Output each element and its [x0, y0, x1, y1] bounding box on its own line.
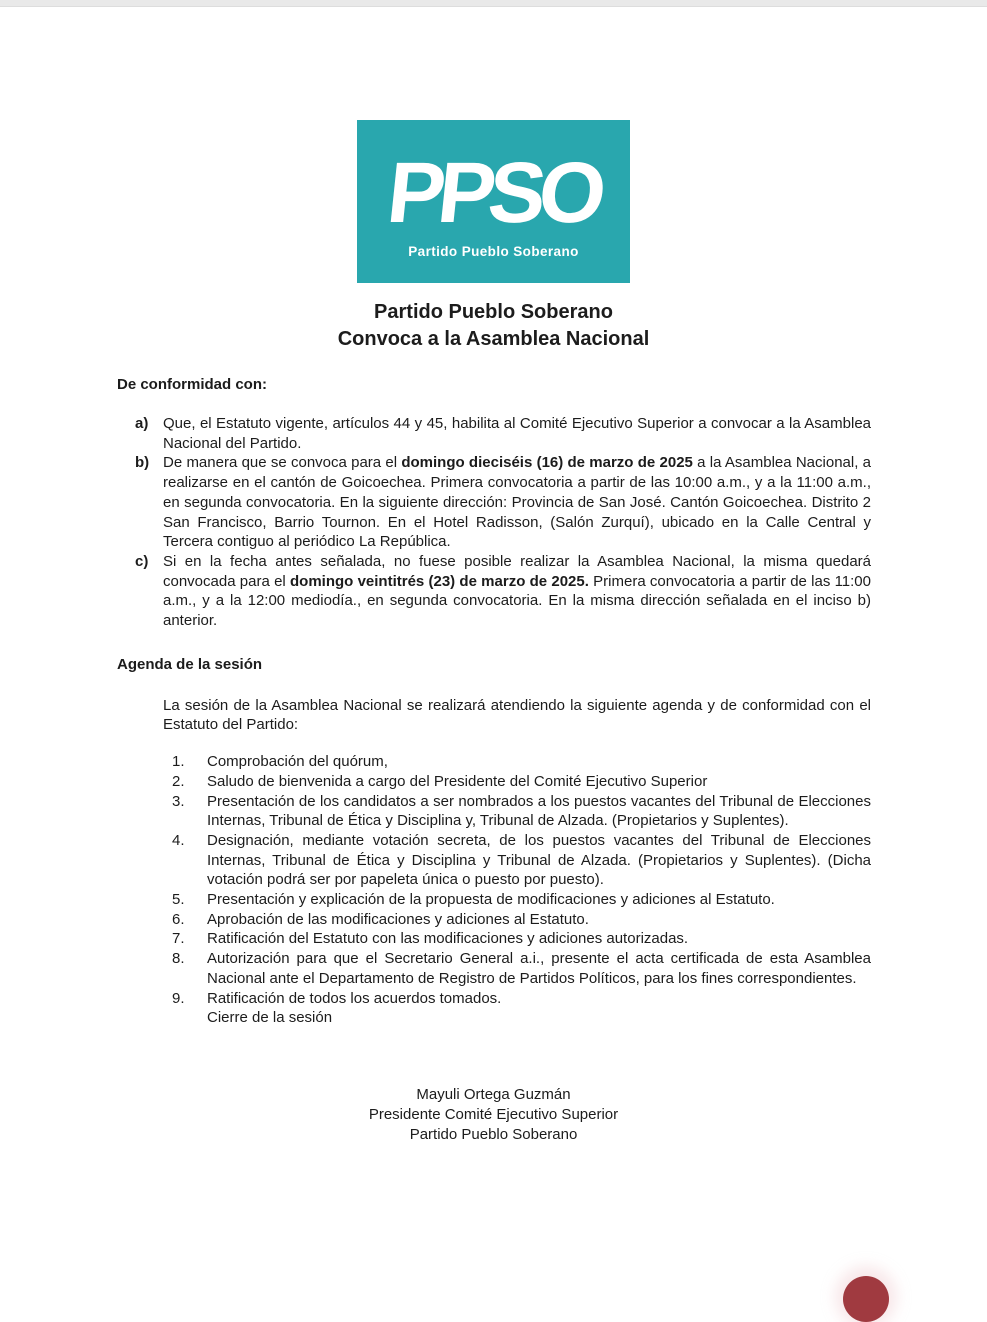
item-text: Comprobación del quórum, [207, 753, 388, 771]
logo-acronym-text: PPSO [382, 145, 605, 241]
item-number-label: 3. [172, 792, 185, 810]
item-text: Que, el Estatuto vigente, artículos 44 y 45, habilita al Comité Ejecutivo Superior a convocar a la Asamblea Nacional del Partido. [163, 415, 871, 452]
item-text: Ratificación del Estatuto con las modificaciones y adiciones autorizadas. [207, 930, 689, 948]
logo-party-name: Partido Pueblo Soberano [408, 244, 579, 259]
conformity-item-c [135, 552, 987, 631]
item-number-label: 6. [172, 910, 185, 928]
item-text: Designación, mediante votación secreta, de los puestos vacantes del Tribunal de Elecciones Internas, Tribunal de Ética y Disciplina y Tribunal de Alzada. (Propietarios y Suplentes). (Dicha votación podrá ser por papeleta única o puesto por puesto). [207, 831, 871, 889]
agenda-item-3 [172, 792, 987, 831]
item-number-label: 9. [172, 989, 185, 1007]
item-text: Presentación y explicación de la propuesta de modificaciones y adiciones al Estatuto. [207, 891, 775, 909]
item-letter-label: b) [135, 454, 150, 472]
item-text: Aprobación de las modificaciones y adiciones al Estatuto. [207, 910, 589, 928]
conformity-list [135, 414, 987, 631]
item-number-label: 2. [172, 772, 185, 790]
agenda-item-8 [172, 949, 987, 988]
agenda-item-5 [172, 890, 987, 910]
item-text: Presentación de los candidatos a ser nombrados a los puestos vacantes del Tribunal de Elecciones Internas, Tribunal de Ética y Disciplina y, Tribunal de Alzada. (Propietarios y Suplentes). [207, 792, 871, 830]
agenda-item-9 [172, 989, 987, 1009]
item-letter-label: a) [135, 415, 149, 432]
signature-role: Presidente Comité Ejecutivo Superior [368, 1105, 619, 1123]
agenda-heading: Agenda de la sesión [117, 655, 263, 673]
signature-org: Partido Pueblo Soberano [409, 1125, 578, 1143]
agenda-item-6 [172, 910, 987, 930]
item-text: De manera que se convoca para el domingo dieciséis (16) de marzo de 2025 a la Asamblea Nacional, a realizarse en el cantón de Goicoechea. Primera convocatoria a partir de las 10:00 a.m., y a la 11:00 a.m., en segunda convocatoria. En la siguiente dirección: Provincia de San José. Cantón Goicoechea. Distrito 2 San Francisco, Barrio Tournon. En el Hotel Radisson, (Salón Zurquí), ubicado en la Calle Central y Tercera contiguo al periódico La República. [163, 454, 871, 551]
item-number-label: 4. [172, 831, 185, 849]
item-text: Saludo de bienvenida a cargo del Presidente del Comité Ejecutivo Superior [207, 772, 708, 790]
document-title-line2: Convoca a la Asamblea Nacional [337, 328, 650, 350]
item-text: Cierre de la sesión [207, 1009, 333, 1027]
conformity-item-b [135, 453, 987, 552]
signature-name: Mayuli Ortega Guzmán [416, 1085, 571, 1103]
item-text: Autorización para que el Secretario General a.i., presente el acta certificada de esta Asamblea Nacional ante el Departamento de Registro de Partidos Políticos, para los fines correspondientes. [207, 950, 871, 987]
item-letter-label: c) [135, 552, 149, 570]
item-number-label: 7. [172, 930, 185, 948]
agenda-item-2 [172, 772, 987, 792]
party-logo [357, 120, 630, 283]
conformity-heading: De conformidad con: [117, 376, 268, 393]
item-number-label: 5. [172, 891, 185, 909]
agenda-list [172, 752, 987, 1028]
item-text: Ratificación de todos los acuerdos tomados. [207, 989, 502, 1007]
floating-action-button[interactable] [843, 1276, 889, 1322]
item-text: Si en la fecha antes señalada, no fuese posible realizar la Asamblea Nacional, la misma quedará convocada para el domingo veintitrés (23) de marzo de 2025. Primera convocatoria a partir de las 11:00 a.m., y a la 12:00 mediodía., en segunda convocatoria. En la misma dirección señalada en el inciso b) anterior. [163, 552, 871, 630]
agenda-item-7 [172, 929, 987, 949]
agenda-item-1 [172, 752, 987, 772]
item-number-label: 1. [172, 753, 185, 771]
document-title-line1: Partido Pueblo Soberano [374, 301, 613, 323]
agenda-intro: La sesión de la Asamblea Nacional se realizará atendiendo la siguiente agenda y de conformidad con el Estatuto del Partido: [163, 696, 871, 734]
agenda-item-4 [172, 831, 987, 890]
page-top-edge [0, 0, 987, 7]
item-number-label: 8. [172, 950, 185, 968]
item-number-label [172, 1008, 207, 1028]
agenda-closing-line [172, 1008, 987, 1028]
conformity-item-a [135, 414, 987, 453]
signature-block [0, 1085, 987, 1145]
document-title [0, 299, 987, 353]
